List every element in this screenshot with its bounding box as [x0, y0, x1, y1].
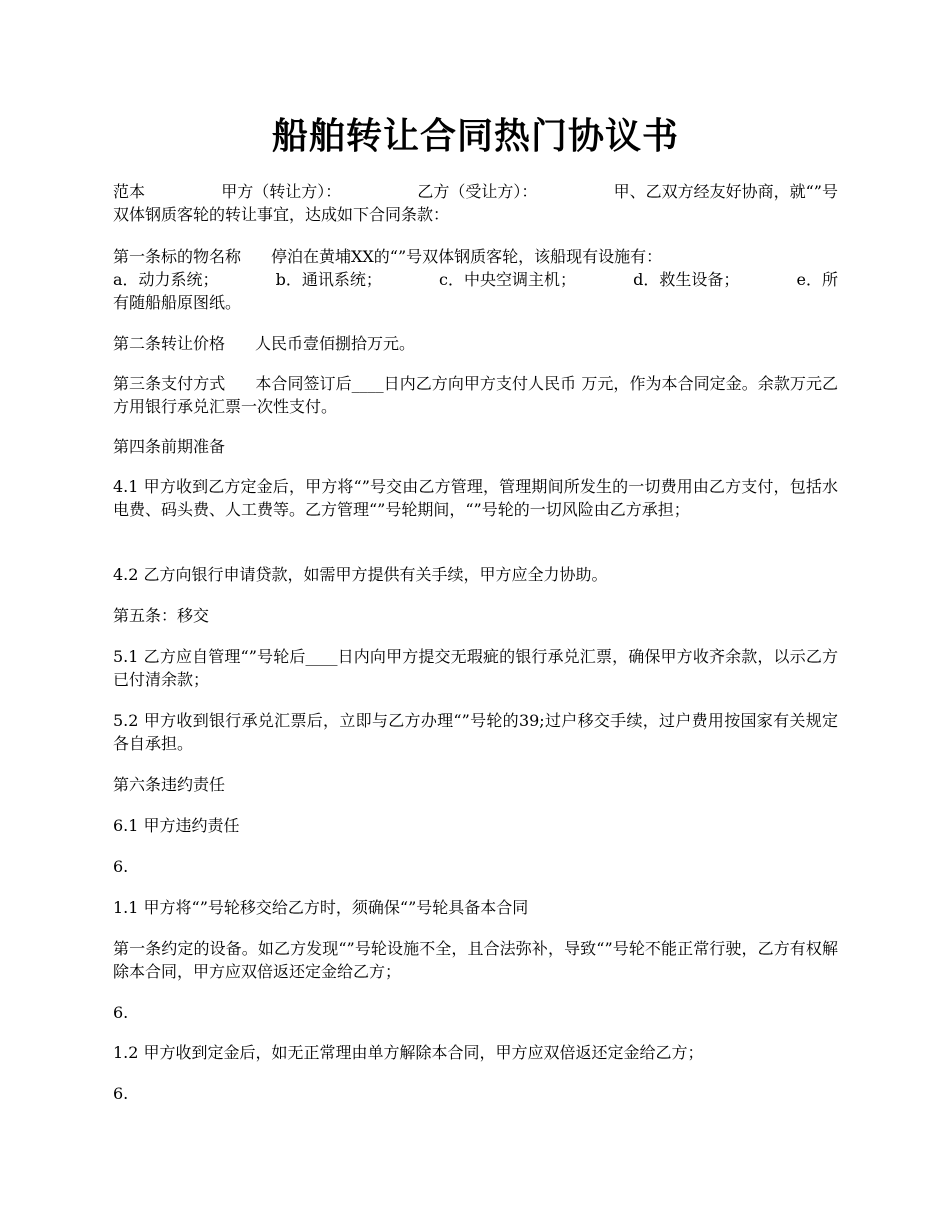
- article-1-heading: 第一条标的物名称: [113, 247, 242, 266]
- article-3: [113, 372, 838, 418]
- article-1-item: d．救生设备；: [633, 270, 740, 289]
- article-5-heading: 第五条：移交: [113, 606, 210, 625]
- intro-line-2: 双体钢质客轮的转让事宜，达成如下合同条款：: [113, 205, 450, 224]
- article-4-heading: 第四条前期准备: [113, 437, 226, 456]
- article-4-clause-2: 4.2 乙方向银行申请贷款，如需甲方提供有关手续，甲方应全力协助。: [113, 565, 608, 584]
- article-2: [113, 332, 838, 355]
- article-6-number: 6.: [113, 857, 129, 876]
- article-1-item: b．通讯系统；: [275, 270, 382, 289]
- article-6-number: 6.: [113, 1003, 129, 1022]
- article-1-tail: 有随船船原图纸。: [113, 293, 242, 312]
- article-2-heading: 第二条转让价格: [113, 334, 226, 353]
- article-3-text: 本合同签订后____日内乙方向甲方支付人民币 万元，作为本合同定金。余款万元乙方用银行承兑汇票一次性支付。: [113, 374, 838, 416]
- article-2-text: 人民币壹佰捌拾万元。: [255, 334, 416, 353]
- article-6-clause-1: 6.1 甲方违约责任: [113, 816, 240, 835]
- article-1-item: e．所: [796, 270, 838, 289]
- article-6-clause-1-2: 1.2 甲方收到定金后，如无正常理由单方解除本合同，甲方应双倍返还定金给乙方；: [113, 1043, 704, 1062]
- article-5-clause-1: 5.1 乙方应自管理“”号轮后____日内向甲方提交无瑕疵的银行承兑汇票，确保甲方收齐余款，以示乙方已付清余款；: [113, 647, 838, 689]
- article-1-items: [113, 268, 838, 291]
- article-1-item: a．动力系统；: [113, 270, 219, 289]
- article-6-clause-1-1-cont: 第一条约定的设备。如乙方发现“”号轮设施不全，且合法弥补，导致“”号轮不能正常行驶，乙方有权解除本合同，甲方应双倍返还定金给乙方；: [113, 939, 838, 981]
- document-title: 船舶转让合同热门协议书: [271, 115, 679, 157]
- article-1-item: c．中央空调主机；: [439, 270, 577, 289]
- article-1-text: 停泊在黄埔XX的“”号双体钢质客轮，该船现有设施有：: [271, 247, 663, 266]
- intro-party-a: 甲方（转让方）：: [221, 182, 342, 201]
- intro-agreement-text: 甲、乙双方经友好协商，就“”号: [613, 182, 838, 201]
- intro-label-template: 范本: [113, 182, 146, 201]
- article-1: [113, 245, 838, 314]
- article-5-clause-2: 5.2 甲方收到银行承兑汇票后，立即与乙方办理“”号轮的39;过户移交手续，过户费用按国家有关规定各自承担。: [113, 711, 838, 753]
- intro-line-1: [113, 180, 838, 203]
- article-6-heading: 第六条违约责任: [113, 775, 226, 794]
- intro-party-b: 乙方（受让方）：: [417, 182, 538, 201]
- article-6-clause-1-1: 1.1 甲方将“”号轮移交给乙方时，须确保“”号轮具备本合同: [113, 898, 529, 917]
- article-4-clause-1: 4.1 甲方收到乙方定金后，甲方将“”号交由乙方管理，管理期间所发生的一切费用由乙方支付，包括水电费、码头费、人工费等。乙方管理“”号轮期间，“”号轮的一切风险由乙方承担；: [113, 477, 838, 519]
- article-3-heading: 第三条支付方式: [113, 374, 226, 393]
- article-6-number: 6.: [113, 1084, 129, 1103]
- article-1-line-1: [113, 245, 838, 268]
- intro-paragraph: [113, 180, 838, 226]
